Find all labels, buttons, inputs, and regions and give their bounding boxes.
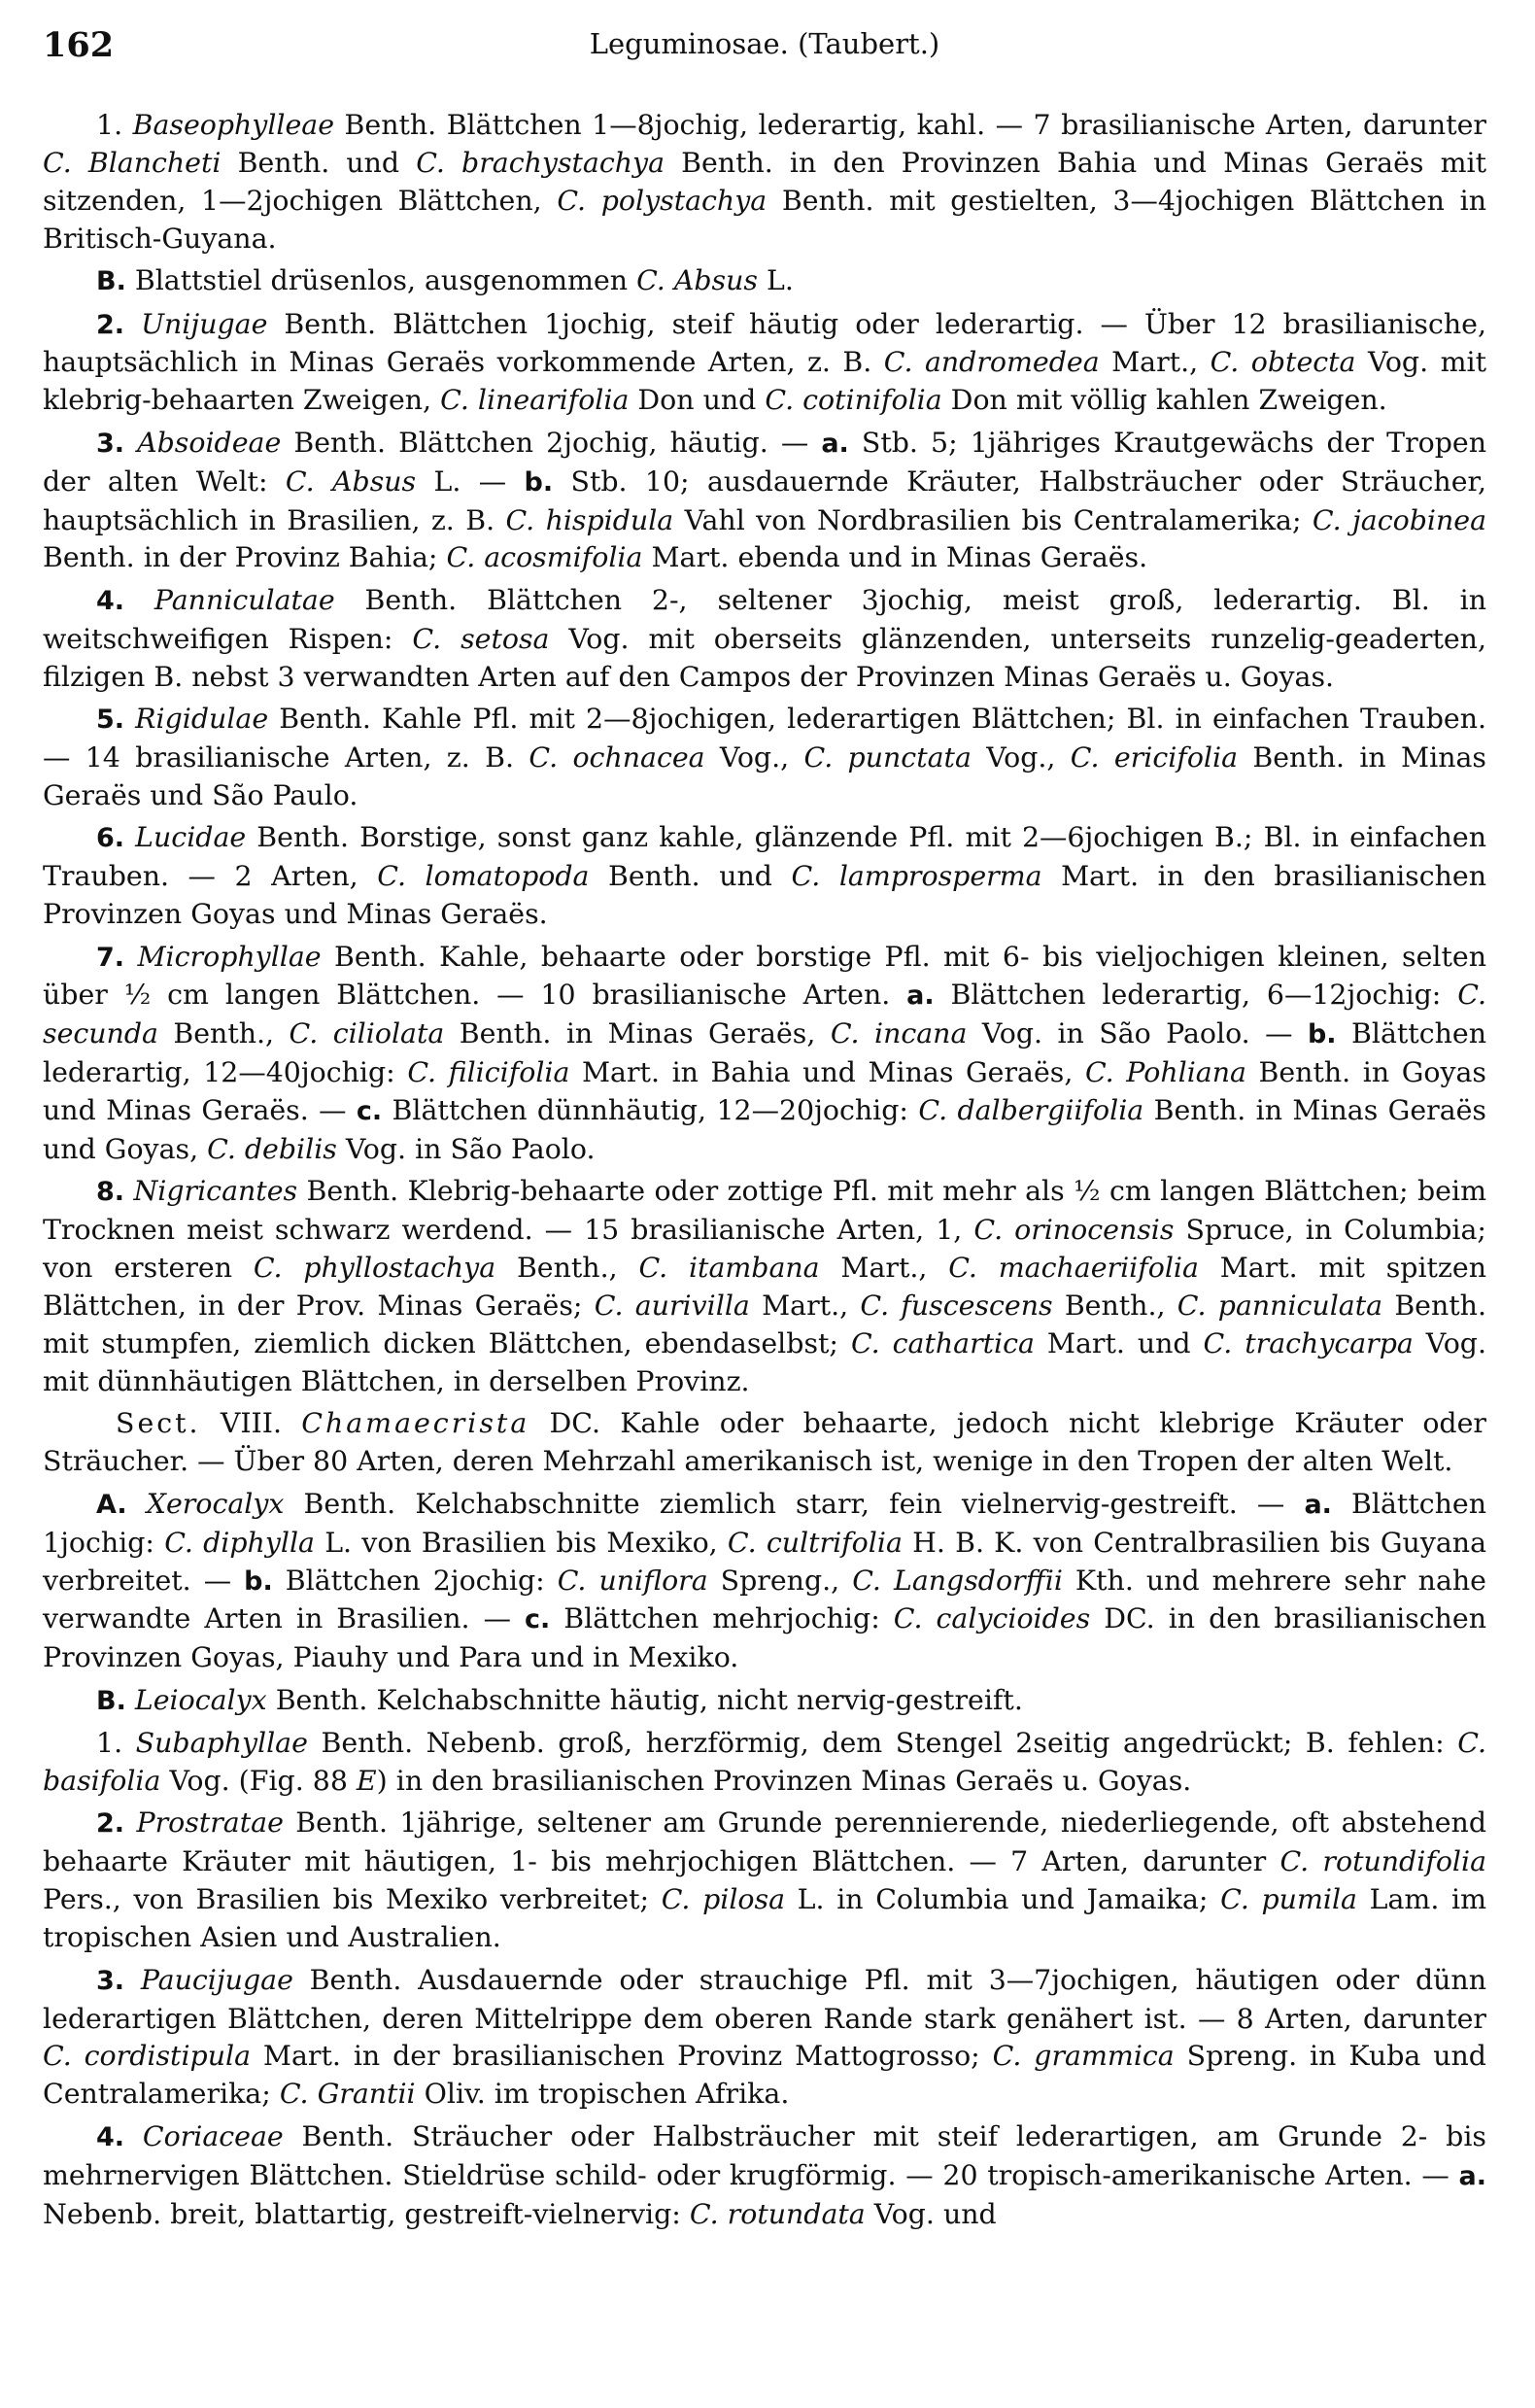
paragraph: 7. Microphyllae Benth. Kahle, behaarte oder borstige Pfl. mit 6- bis vieljochigen kleinen, selten über ½ cm langen Blättchen. — 10 brasilianische Arten. a. Blättchen lederartig, 6—12jochig: C. secunda Benth., C. ciliolata Benth. in Minas Geraës, C. incana Vog. in São Paolo. — b. Blättchen lederartig, 12—40jochig: C. filicifolia Mart. in Bahia und Minas Geraës, C. Pohliana Benth. in Goyas und Minas Geraës. — c. Blättchen dünnhäutig, 12—20jochig: C. dalbergiifolia Benth. in Minas Geraës und Goyas, C. debilis Vog. in São Paolo. (43, 940, 1487, 1166)
paragraph: A. Xerocalyx Benth. Kelchabschnitte ziemlich starr, fein vielnervig-gestreift. — a. Blättchen 1jochig: C. diphylla L. von Brasilien bis Mexiko, C. cultrifolia H. B. K. von Centralbrasilien bis Guyana verbreitet. — b. Blättchen 2jochig: C. uniflora Spreng., C. Langsdorffii Kth. und mehrere sehr nahe verwandte Arten in Brasilien. — c. Blättchen mehrjochig: C. calycioides DC. in den brasilianischen Provinzen Goyas, Piauhy und Para und in Mexiko. (43, 1487, 1487, 1674)
paragraph: 4. Panniculatae Benth. Blättchen 2-, seltener 3jochig, meist groß, lederartig. Bl. in weitschweifigen Rispen: C. setosa Vog. mit oberseits glänzenden, unterseits runzelig-geaderten, filzigen B. nebst 3 verwandten Arten auf den Campos der Provinzen Minas Geraës u. Goyas. (43, 583, 1486, 693)
paragraph: 2. Unijugae Benth. Blättchen 1jochig, steif häutig oder lederartig. — Über 12 brasilianische, hauptsächlich in Minas Geraës vorkommende Arten, z. B. C. andromedea Mart., C. obtecta Vog. mit klebrig-behaarten Zweigen, C. linearifolia Don und C. cotinifolia Don mit völlig kahlen Zweigen. (43, 307, 1486, 417)
paragraph: 1. Subaphyllae Benth. Nebenb. groß, herzförmig, dem Stengel 2seitig angedrückt; B. fehlen: C. basifolia Vog. (Fig. 88 E) in den brasilianischen Provinzen Minas Geraës u. Goyas. (43, 1727, 1486, 1798)
body-text (43, 107, 1486, 2233)
paragraph: 2. Prostratae Benth. 1jährige, seltener am Grunde perennierende, niederliegende, oft abstehend behaarte Kräuter mit häutigen, 1- bis mehrjochigen Blättchen. — 7 Arten, darunter C. rotundifolia Pers., von Brasilien bis Mexiko verbreitet; C. pilosa L. in Columbia und Jamaika; C. pumila Lam. im tropischen Asien und Australien. (43, 1806, 1487, 1954)
page-number: 162 (43, 25, 115, 65)
paragraph: B. Leiocalyx Benth. Kelchabschnitte häutig, nicht nervig-gestreift. (96, 1683, 1023, 1716)
page-header (43, 25, 1486, 74)
paragraph: 3. Paucijugae Benth. Ausdauernde oder strauchige Pfl. mit 3—7jochigen, häutigen oder dünn lederartigen Blättchen, deren Mittelrippe dem oberen Rande stark genähert ist. — 8 Arten, darunter C. cordistipula Mart. in der brasilianischen Provinz Mattogrosso; C. grammica Spreng. in Kuba und Centralamerika; C. Grantii Oliv. im tropischen Afrika. (43, 1963, 1486, 2111)
paragraph: 8. Nigricantes Benth. Klebrig-behaarte oder zottige Pfl. mit mehr als ½ cm langen Blättchen; beim Trocknen meist schwarz werdend. — 15 brasilianische Arten, 1, C. orinocensis Spruce, in Columbia; von ersteren C. phyllostachya Benth., C. itambana Mart., C. machaeriifolia Mart. mit spitzen Blättchen, in der Prov. Minas Geraës; C. aurivilla Mart., C. fuscescens Benth., C. panniculata Benth. mit stumpfen, ziemlich dicken Blättchen, ebendaselbst; C. cathartica Mart. und C. trachycarpa Vog. mit dünnhäutigen Blättchen, in derselben Provinz. (43, 1175, 1486, 1397)
running-title: Leguminosae. (Taubert.) (589, 27, 940, 60)
paragraph: 5. Rigidulae Benth. Kahle Pfl. mit 2—8jochigen, lederartigen Blättchen; Bl. in einfachen Trauben. — 14 brasilianische Arten, z. B. C. ochnacea Vog., C. punctata Vog., C. ericifolia Benth. in Minas Geraës und São Paulo. (43, 703, 1486, 811)
paragraph: 6. Lucidae Benth. Borstige, sonst ganz kahle, glänzende Pfl. mit 2—6jochigen B.; Bl. in einfachen Trauben. — 2 Arten, C. lomatopoda Benth. und C. lamprosperma Mart. in den brasilianischen Provinzen Goyas und Minas Geraës. (43, 821, 1486, 931)
paragraph: B. Blattstiel drüsenlos, ausgenommen C. Absus L. (96, 264, 794, 297)
paragraph: Sect. VIII. Chamaecrista DC. Kahle oder behaarte, jedoch nicht klebrige Kräuter oder Sträucher. — Über 80 Arten, deren Mehrzahl amerikanisch ist, wenige in den Tropen der alten Welt. (43, 1407, 1486, 1478)
paragraph: 1. Baseophylleae Benth. Blättchen 1—8jochig, lederartig, kahl. — 7 brasilianische Arten, darunter C. Blancheti Benth. und C. brachystachya Benth. in den Provinzen Bahia und Minas Geraës mit sitzenden, 1—2jochigen Blättchen, C. polystachya Benth. mit gestielten, 3—4jochigen Blättchen in Britisch-Guyana. (43, 109, 1487, 255)
paragraph: 4. Coriaceae Benth. Sträucher oder Halbsträucher mit steif lederartigen, am Grunde 2- bis mehrnervigen Blättchen. Stieldrüse schild- oder krugförmig. — 20 tropisch-amerikanische Arten. — a. Nebenb. breit, blattartig, gestreift-vielnervig: C. rotundata Vog. und (43, 2119, 1486, 2230)
paragraph: 3. Absoideae Benth. Blättchen 2jochig, häutig. — a. Stb. 5; 1jähriges Krautgewächs der Tropen der alten Welt: C. Absus L. — b. Stb. 10; ausdauernde Kräuter, Halbsträucher oder Sträucher, hauptsächlich in Brasilien, z. B. C. hispidula Vahl von Nordbrasilien bis Centralamerika; C. jacobinea Benth. in der Provinz Bahia; C. acosmifolia Mart. ebenda und in Minas Geraës. (43, 426, 1486, 574)
